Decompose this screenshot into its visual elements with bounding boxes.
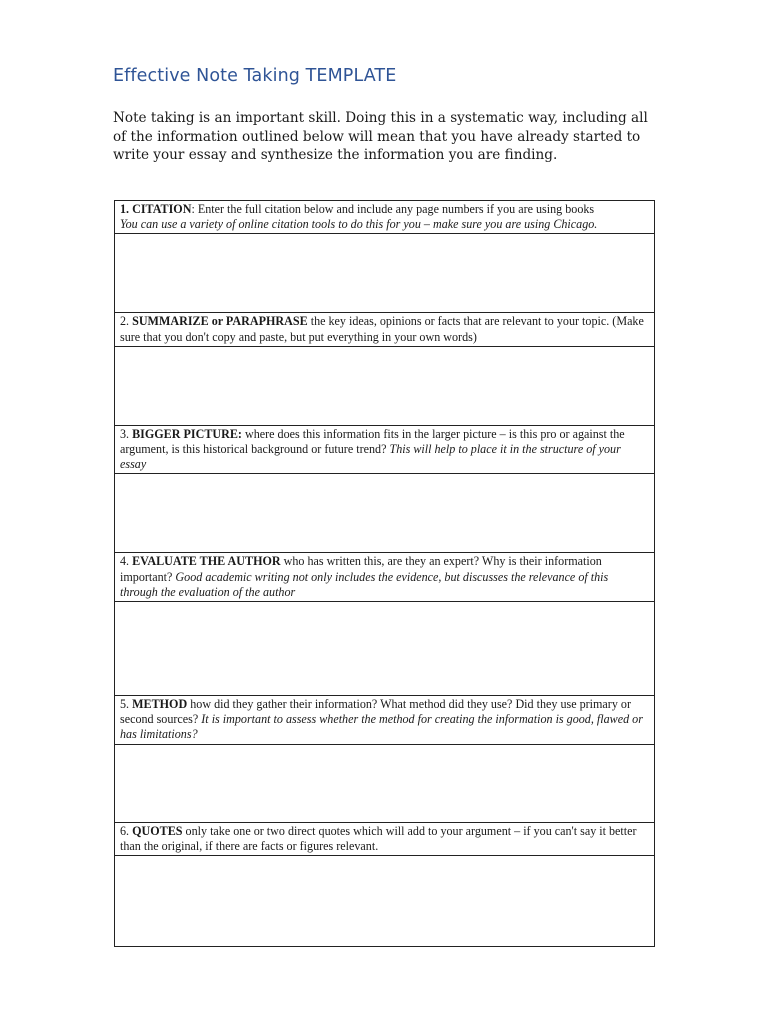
method-heading: METHOD <box>132 697 188 712</box>
summarize-instructions: the key ideas, opinions or facts that are relevant to your topic. (Make sure that you don't copy and paste, but put everything in your own words) <box>120 314 644 344</box>
evaluate-author-instructions: who has written this, are they an expert? Why is their information important? <box>120 554 602 584</box>
evaluate-author-hint: Good academic writing not only includes the evidence, but discusses the relevance of this through the evaluation of the author <box>120 569 609 599</box>
citation-prompt <box>115 201 655 234</box>
bigger-picture-prompt-row <box>115 425 655 474</box>
quotes-heading: QUOTES <box>132 823 183 838</box>
summarize-prompt-row <box>115 313 655 346</box>
summarize-prompt <box>115 313 655 346</box>
method-instructions: how did they gather their information? What method did they use? Did they use primary or second sources? <box>120 697 631 727</box>
bigger-picture-heading: BIGGER PICTURE: <box>132 426 242 441</box>
bigger-picture-instructions: where does this information fits in the larger picture – is this pro or against the argument, is this historical background or future trend? <box>120 426 625 457</box>
document-title: Effective Note Taking TEMPLATE <box>113 66 397 86</box>
bigger-picture-prompt <box>115 425 655 474</box>
method-answer-row <box>115 744 655 822</box>
quotes-answer-row <box>115 856 655 947</box>
summarize-answer-field[interactable] <box>115 346 655 425</box>
citation-hint: You can use a variety of online citation tools to do this for you – make sure you are using Chicago. <box>120 217 598 232</box>
citation-instructions: : Enter the full citation below and include any page numbers if you are using books <box>191 202 595 216</box>
section-number: 1. <box>120 202 133 216</box>
citation-prompt-row <box>115 201 655 234</box>
evaluate-author-answer-field[interactable] <box>115 602 655 696</box>
note-taking-table <box>114 200 655 947</box>
citation-answer-row <box>115 234 655 313</box>
citation-answer-field[interactable] <box>115 234 655 313</box>
evaluate-author-prompt <box>115 553 655 602</box>
quotes-prompt-row <box>115 822 655 855</box>
intro-paragraph: Note taking is an important skill. Doing this in a systematic way, including all of the information outlined below will mean that you have already started to write your essay and synthesize the information you are finding. <box>113 110 648 163</box>
method-answer-field[interactable] <box>115 744 655 822</box>
quotes-answer-field[interactable] <box>115 856 655 947</box>
citation-heading: CITATION <box>132 202 192 216</box>
section-number: 4. <box>120 554 133 569</box>
summarize-answer-row <box>115 346 655 425</box>
method-prompt-row <box>115 696 655 745</box>
bigger-picture-hint: This will help to place it in the structure of your essay <box>120 442 621 472</box>
evaluate-author-answer-row <box>115 602 655 696</box>
quotes-instructions: only take one or two direct quotes which will add to your argument – if you can't say it better than the original, if there are facts or figures relevant. <box>120 823 637 853</box>
method-hint: It is important to assess whether the method for creating the information is good, flawed or has limitations? <box>120 712 643 742</box>
section-number: 3. <box>120 426 133 441</box>
bigger-picture-answer-field[interactable] <box>115 474 655 553</box>
bigger-picture-answer-row <box>115 474 655 553</box>
method-prompt <box>115 696 655 745</box>
section-number: 6. <box>120 823 133 838</box>
section-number: 5. <box>120 697 133 712</box>
evaluate-author-heading: EVALUATE THE AUTHOR <box>132 554 281 569</box>
section-number: 2. <box>120 314 133 329</box>
evaluate-author-prompt-row <box>115 553 655 602</box>
quotes-prompt <box>115 822 655 855</box>
summarize-heading: SUMMARIZE or PARAPHRASE <box>132 314 308 329</box>
